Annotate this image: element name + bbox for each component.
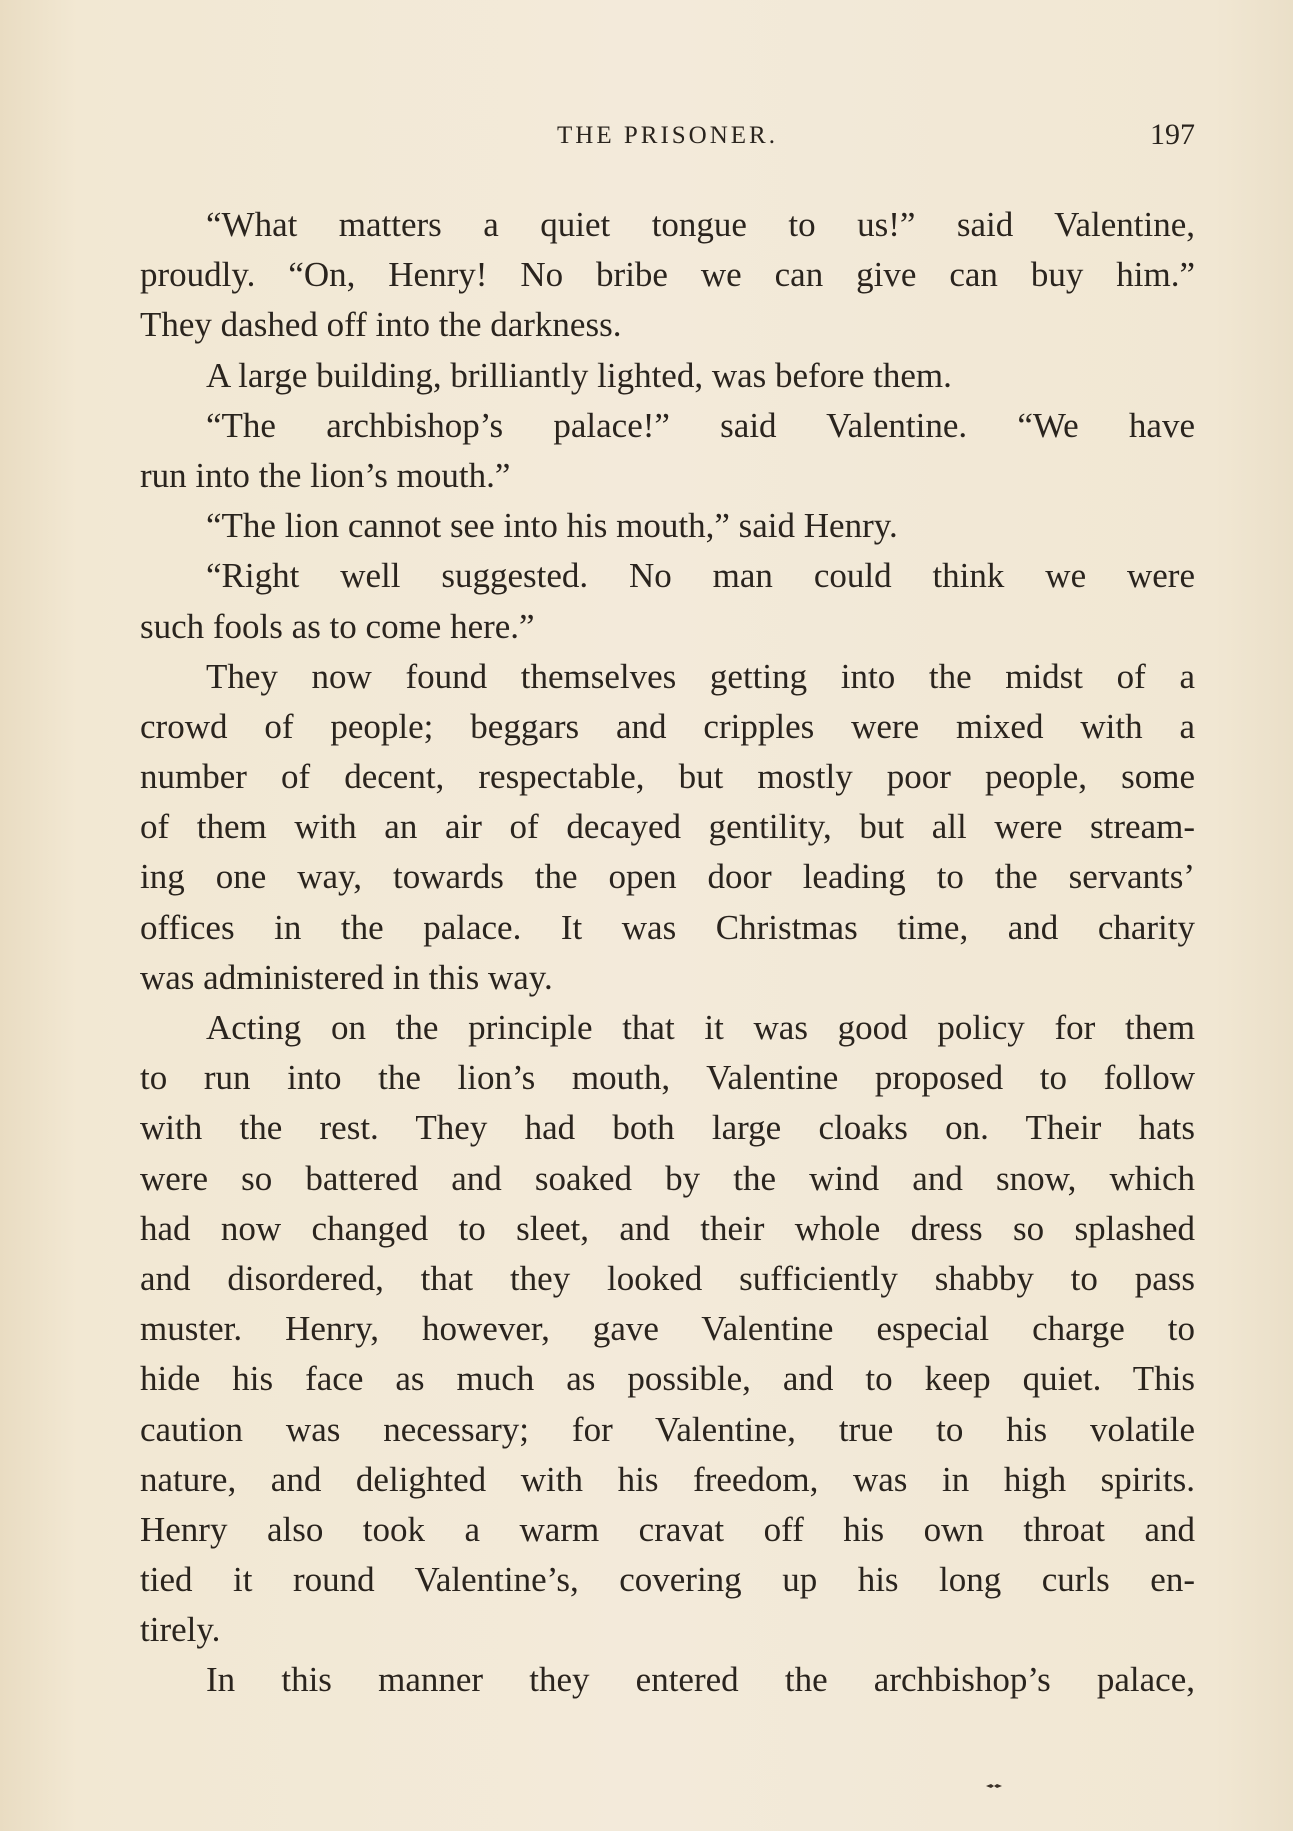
text-line: “The lion cannot see into his mouth,” said Henry. (206, 506, 898, 546)
text-line: nature, and delighted with his freedom, was in high spirits. (140, 1459, 1195, 1499)
text-line: They now found themselves getting into the midst of a (206, 656, 1195, 696)
text-line: Acting on the principle that it was good policy for them (206, 1008, 1195, 1047)
text-line: was administered in this way. (140, 957, 553, 997)
text-line: ing one way, towards the open door leading to the servants’ (140, 857, 1195, 897)
text-line: number of decent, respectable, but mostly poor people, some (140, 757, 1195, 797)
text-line: Henry also took a warm cravat off his own throat and (140, 1509, 1195, 1549)
printers-mark-icon (985, 1782, 1003, 1790)
text-line: caution was necessary; for Valentine, true to his volatile (140, 1409, 1195, 1449)
running-head: THE PRISONER. (557, 122, 778, 149)
text-line: tirely. (140, 1610, 221, 1650)
text-line: of them with an air of decayed gentility, but all were stream- (140, 807, 1195, 847)
text-line: tied it round Valentine’s, covering up his long curls en- (140, 1560, 1195, 1600)
text-line: had now changed to sleet, and their whole dress so splashed (140, 1208, 1195, 1248)
text-line: In this manner they entered the archbishop’s palace, (206, 1660, 1195, 1700)
text-line: hide his face as much as possible, and to keep quiet. This (140, 1359, 1195, 1399)
text-line: offices in the palace. It was Christmas time, and charity (140, 907, 1195, 947)
text-line: run into the lion’s mouth.” (140, 455, 511, 495)
text-line: “The archbishop’s palace!” said Valentine. “We have (206, 405, 1195, 445)
text-line: with the rest. They had both large cloaks on. Their hats (140, 1108, 1195, 1148)
text-line: and disordered, that they looked sufficiently shabby to pass (140, 1258, 1195, 1298)
text-line: such fools as to come here.” (140, 606, 535, 646)
page-header (140, 118, 1195, 158)
text-line: muster. Henry, however, gave Valentine especial charge to (140, 1309, 1195, 1349)
text-line: A large building, brilliantly lighted, was before them. (206, 355, 952, 395)
text-line: crowd of people; beggars and cripples were mixed with a (140, 706, 1195, 746)
text-line: to run into the lion’s mouth, Valentine proposed to follow (140, 1058, 1195, 1098)
body-text (140, 200, 1195, 1706)
page-number: 197 (1150, 118, 1195, 151)
text-line: “What matters a quiet tongue to us!” said Valentine, (206, 205, 1195, 244)
text-line: proudly. “On, Henry! No bribe we can give can buy him.” (140, 255, 1195, 295)
text-line: They dashed off into the darkness. (140, 305, 622, 345)
text-line: were so battered and soaked by the wind and snow, which (140, 1158, 1195, 1198)
text-line: “Right well suggested. No man could think we were (206, 556, 1195, 596)
